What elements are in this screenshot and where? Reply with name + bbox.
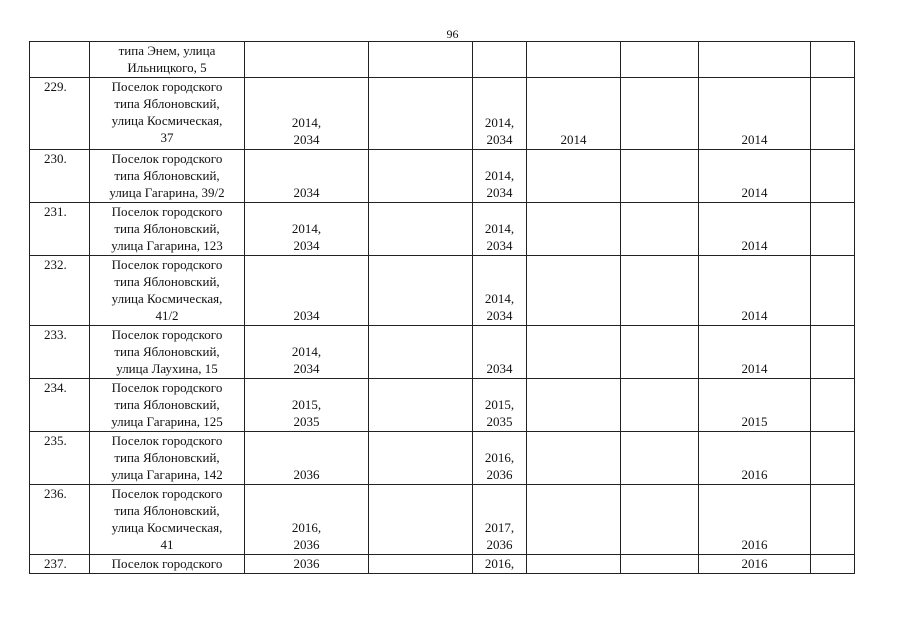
year-col-9-cell (811, 203, 855, 256)
year-value: 2014 (741, 361, 768, 376)
year-col-3-cell (245, 326, 369, 379)
year-col-6-cell (527, 432, 621, 485)
address-line: улица Лаухина, 15 (116, 361, 218, 376)
year-col-3-cell (245, 256, 369, 326)
year-col-7-cell (621, 78, 699, 150)
address-line: улица Гагарина, 39/2 (109, 185, 225, 200)
table-row (30, 555, 855, 574)
year-col-4-cell (369, 432, 473, 485)
year-value: 2014, (484, 115, 515, 130)
year-value: 2014 (741, 185, 768, 200)
address-line: типа Энем, улица (118, 43, 216, 58)
year-col-9-cell (811, 256, 855, 326)
year-col-7-cell (621, 555, 699, 574)
row-number: 236. (44, 486, 67, 501)
row-number-cell (30, 203, 90, 256)
address-line: типа Яблоновский, (114, 168, 220, 183)
year-col-5-cell (473, 432, 527, 485)
address-line: улица Космическая, (111, 113, 223, 128)
year-col-8-cell (699, 485, 811, 555)
address-line: 41/2 (155, 308, 179, 323)
row-number: 234. (44, 380, 67, 395)
row-number-cell (30, 326, 90, 379)
address-line: типа Яблоновский, (114, 344, 220, 359)
year-value: 2034 (486, 308, 513, 323)
year-col-6-cell (527, 150, 621, 203)
year-col-3-cell (245, 379, 369, 432)
address-line: улица Гагарина, 123 (111, 238, 223, 253)
row-number-cell (30, 555, 90, 574)
year-value: 2036 (486, 537, 513, 552)
year-col-4-cell (369, 379, 473, 432)
address-line: Поселок городского (111, 486, 223, 501)
year-col-8-cell (699, 379, 811, 432)
address-line: типа Яблоновский, (114, 96, 220, 111)
year-col-5-cell (473, 326, 527, 379)
year-col-9-cell (811, 555, 855, 574)
year-value: 2014, (291, 115, 322, 130)
year-value: 2036 (486, 467, 513, 482)
table-row (30, 150, 855, 203)
address-cell (90, 379, 245, 432)
year-col-7-cell (621, 485, 699, 555)
year-col-9-cell (811, 78, 855, 150)
table-row (30, 42, 855, 78)
year-col-7-cell (621, 203, 699, 256)
year-col-3-cell (245, 150, 369, 203)
address-line: типа Яблоновский, (114, 221, 220, 236)
schedule-table (29, 41, 855, 574)
table-row (30, 432, 855, 485)
year-col-5-cell (473, 555, 527, 574)
year-col-8-cell (699, 326, 811, 379)
year-value: 2014 (741, 308, 768, 323)
year-value: 2014 (741, 238, 768, 253)
table-row (30, 78, 855, 150)
year-value: 2034 (486, 185, 513, 200)
year-value: 2034 (293, 238, 320, 253)
address-cell (90, 555, 245, 574)
year-value: 2034 (486, 132, 513, 147)
address-line: Поселок городского (111, 433, 223, 448)
address-cell (90, 78, 245, 150)
address-line: 37 (160, 130, 174, 145)
address-line: типа Яблоновский, (114, 397, 220, 412)
year-value: 2014, (484, 291, 515, 306)
year-col-3-cell (245, 42, 369, 78)
year-col-3-cell (245, 432, 369, 485)
year-col-5-cell (473, 150, 527, 203)
year-col-8-cell (699, 256, 811, 326)
table-row (30, 326, 855, 379)
year-value: 2034 (486, 238, 513, 253)
year-col-7-cell (621, 379, 699, 432)
row-number: 237. (44, 556, 67, 571)
year-col-5-cell (473, 78, 527, 150)
year-col-8-cell (699, 203, 811, 256)
row-number: 233. (44, 327, 67, 342)
year-col-8-cell (699, 78, 811, 150)
year-col-5-cell (473, 379, 527, 432)
row-number: 229. (44, 79, 67, 94)
address-line: Ильницкого, 5 (127, 60, 207, 75)
year-col-7-cell (621, 326, 699, 379)
address-line: улица Космическая, (111, 520, 223, 535)
address-line: типа Яблоновский, (114, 450, 220, 465)
address-line: типа Яблоновский, (114, 274, 220, 289)
year-value: 2014 (560, 132, 587, 147)
row-number-cell (30, 256, 90, 326)
year-col-6-cell (527, 379, 621, 432)
address-line: типа Яблоновский, (114, 503, 220, 518)
year-col-3-cell (245, 555, 369, 574)
year-value: 2034 (293, 132, 320, 147)
year-col-9-cell (811, 485, 855, 555)
year-col-3-cell (245, 78, 369, 150)
year-col-3-cell (245, 203, 369, 256)
year-value: 2014, (291, 221, 322, 236)
year-value: 2034 (293, 361, 320, 376)
year-col-9-cell (811, 432, 855, 485)
row-number-cell (30, 432, 90, 485)
schedule-table-body (30, 42, 855, 574)
address-cell (90, 485, 245, 555)
year-value: 2035 (293, 414, 320, 429)
row-number: 231. (44, 204, 67, 219)
year-value: 2016, (484, 556, 515, 571)
row-number-cell (30, 78, 90, 150)
year-value: 2034 (293, 308, 320, 323)
row-number-cell (30, 379, 90, 432)
year-col-6-cell (527, 555, 621, 574)
address-line: Поселок городского (111, 151, 223, 166)
year-col-9-cell (811, 326, 855, 379)
address-cell (90, 326, 245, 379)
year-value: 2016 (741, 537, 768, 552)
table-row (30, 379, 855, 432)
year-col-3-cell (245, 485, 369, 555)
address-line: улица Космическая, (111, 291, 223, 306)
address-line: Поселок городского (111, 204, 223, 219)
address-cell (90, 150, 245, 203)
row-number-cell (30, 150, 90, 203)
year-value: 2016, (291, 520, 322, 535)
address-line: Поселок городского (111, 79, 223, 94)
year-col-5-cell (473, 485, 527, 555)
year-col-6-cell (527, 485, 621, 555)
address-line: улица Гагарина, 142 (111, 467, 223, 482)
address-line: Поселок городского (111, 327, 223, 342)
address-cell (90, 203, 245, 256)
address-line: Поселок городского (111, 257, 223, 272)
year-col-4-cell (369, 326, 473, 379)
year-value: 2014, (291, 344, 322, 359)
year-col-8-cell (699, 42, 811, 78)
year-col-4-cell (369, 78, 473, 150)
year-col-7-cell (621, 150, 699, 203)
year-col-8-cell (699, 150, 811, 203)
year-col-7-cell (621, 256, 699, 326)
year-col-4-cell (369, 203, 473, 256)
year-col-7-cell (621, 432, 699, 485)
address-cell (90, 256, 245, 326)
year-value: 2016 (741, 467, 768, 482)
address-line: Поселок городского (111, 556, 223, 571)
year-col-5-cell (473, 256, 527, 326)
row-number: 230. (44, 151, 67, 166)
year-col-9-cell (811, 150, 855, 203)
year-value: 2016 (741, 556, 768, 571)
year-value: 2036 (293, 537, 320, 552)
year-value: 2015, (484, 397, 515, 412)
year-col-8-cell (699, 432, 811, 485)
table-row (30, 203, 855, 256)
address-cell (90, 432, 245, 485)
year-col-4-cell (369, 150, 473, 203)
year-col-6-cell (527, 326, 621, 379)
address-line: улица Гагарина, 125 (111, 414, 223, 429)
year-col-6-cell (527, 256, 621, 326)
year-col-6-cell (527, 203, 621, 256)
year-value: 2014, (484, 221, 515, 236)
row-number: 232. (44, 257, 67, 272)
year-value: 2014 (741, 132, 768, 147)
year-value: 2036 (293, 556, 320, 571)
row-number-cell (30, 42, 90, 78)
year-value: 2036 (293, 467, 320, 482)
year-col-4-cell (369, 555, 473, 574)
year-col-4-cell (369, 256, 473, 326)
year-value: 2015 (741, 414, 768, 429)
year-value: 2035 (486, 414, 513, 429)
year-col-6-cell (527, 42, 621, 78)
year-col-5-cell (473, 203, 527, 256)
page-number: 96 (446, 27, 459, 41)
year-value: 2014, (484, 168, 515, 183)
row-number-cell (30, 485, 90, 555)
table-row (30, 256, 855, 326)
year-col-9-cell (811, 42, 855, 78)
year-col-4-cell (369, 485, 473, 555)
year-value: 2016, (484, 450, 515, 465)
year-value: 2015, (291, 397, 322, 412)
year-col-4-cell (369, 42, 473, 78)
year-col-8-cell (699, 555, 811, 574)
year-col-7-cell (621, 42, 699, 78)
year-col-9-cell (811, 379, 855, 432)
year-value: 2034 (293, 185, 320, 200)
year-value: 2034 (486, 361, 513, 376)
address-line: Поселок городского (111, 380, 223, 395)
address-line: 41 (160, 537, 174, 552)
address-cell (90, 42, 245, 78)
year-col-5-cell (473, 42, 527, 78)
year-col-6-cell (527, 78, 621, 150)
year-value: 2017, (484, 520, 515, 535)
row-number: 235. (44, 433, 67, 448)
table-row (30, 485, 855, 555)
